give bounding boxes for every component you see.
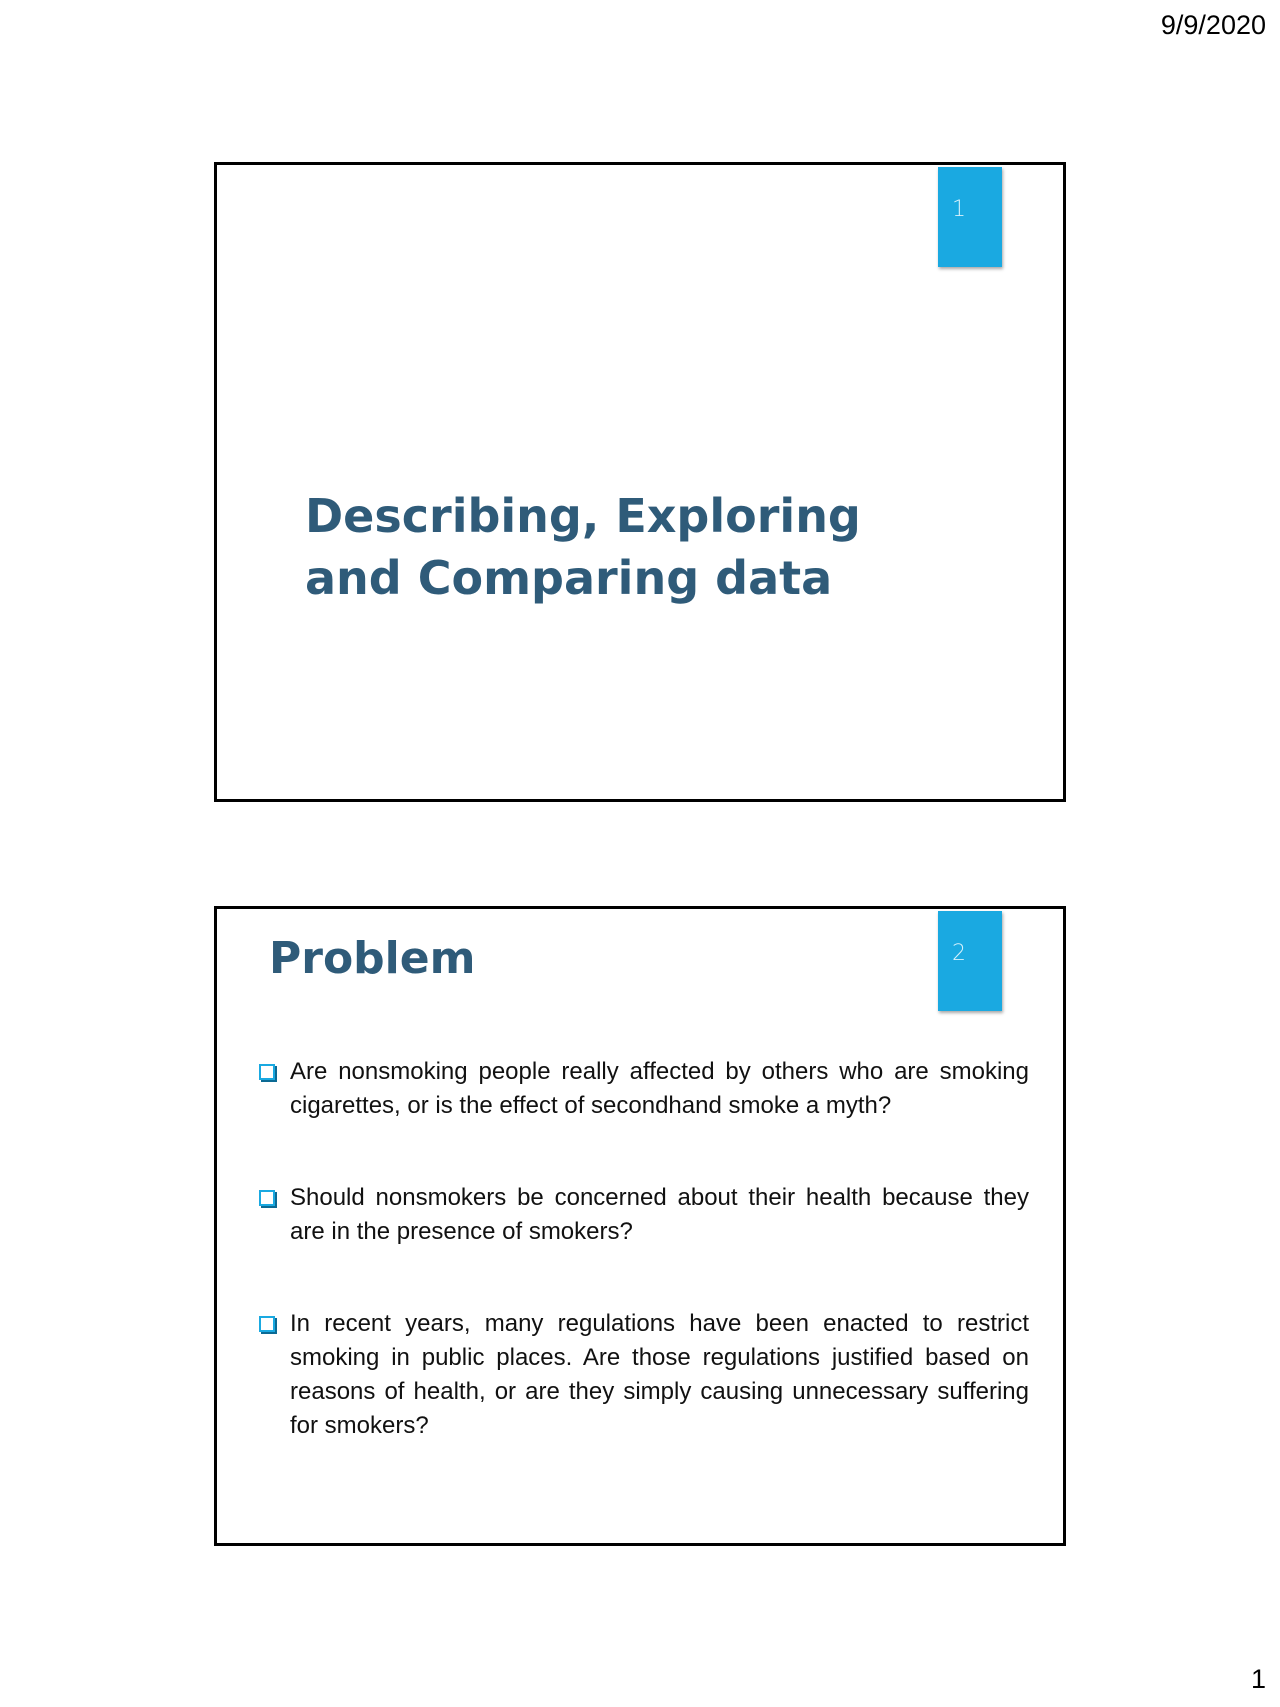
bullet-text: Are nonsmoking people really affected by others who are smoking cigarettes, or is the effect of secondhand smoke a myth? [290, 1058, 1029, 1119]
square-bullet-icon [259, 1064, 275, 1080]
slide-1 [214, 162, 1066, 802]
list-item [259, 1055, 1029, 1123]
bullet-text: Should nonsmokers be concerned about their health because they are in the presence of smokers? [290, 1184, 1029, 1245]
bullet-list [259, 1055, 1029, 1443]
slide-number-tab [938, 911, 1002, 1011]
slide-2 [214, 906, 1066, 1546]
slide-number: 2 [952, 941, 966, 966]
slide-number: 1 [952, 197, 966, 222]
slide-title [305, 485, 945, 609]
slide-title-line-1: Describing, Exploring [305, 489, 861, 543]
square-bullet-icon [259, 1316, 275, 1332]
square-bullet-icon [259, 1190, 275, 1206]
bullet-text: In recent years, many regulations have been enacted to restrict smoking in public places. Are those regulations justified based on reasons of health, or are they simply causing unnecessary suffering for smokers? [290, 1310, 1029, 1439]
list-item [259, 1181, 1029, 1249]
page-date: 9/9/2020 [1160, 10, 1266, 40]
page-number: 1 [1250, 1664, 1266, 1694]
slide-number-tab [938, 167, 1002, 267]
list-item [259, 1307, 1029, 1443]
slide-title-line-2: and Comparing data [305, 551, 833, 605]
slide-title: Problem [269, 933, 476, 984]
